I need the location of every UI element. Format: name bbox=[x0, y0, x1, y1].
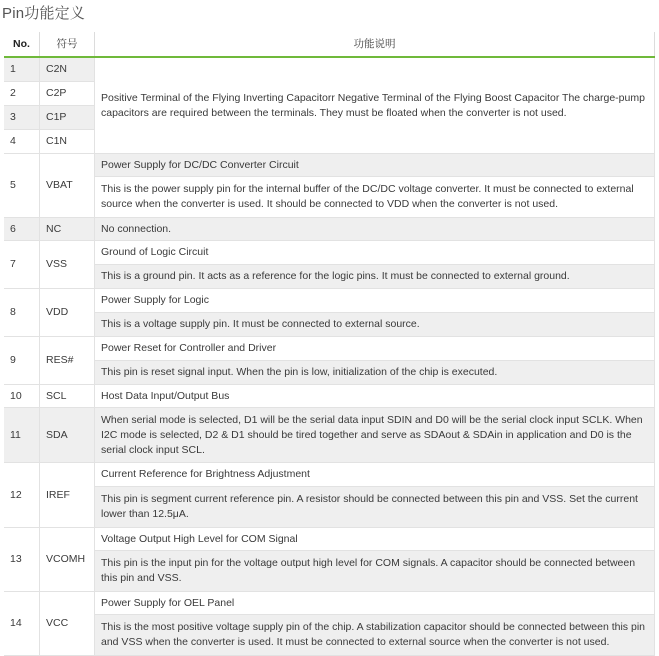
pin-symbol: C2N bbox=[40, 57, 95, 82]
pin-number: 10 bbox=[4, 385, 40, 408]
pin-symbol: C1P bbox=[40, 106, 95, 130]
pin-function-body: This pin is reset signal input. When the pin is low, initialization of the chip is executed. bbox=[95, 361, 655, 385]
pin-definition-table bbox=[4, 32, 655, 656]
table-row bbox=[4, 592, 655, 615]
table-row bbox=[4, 615, 655, 656]
pin-function-body: This pin is segment current reference pin. A resistor should be connected between this pin and VSS. Set the current lower than 12.5μA. bbox=[95, 487, 655, 528]
pin-number: 6 bbox=[4, 218, 40, 241]
table-row bbox=[4, 361, 655, 385]
pin-function-title: Power Supply for OEL Panel bbox=[95, 592, 655, 615]
pin-description: No connection. bbox=[95, 218, 655, 241]
pin-symbol: VBAT bbox=[40, 154, 95, 218]
table-row bbox=[4, 487, 655, 528]
pin-number: 1 bbox=[4, 57, 40, 82]
table-row bbox=[4, 528, 655, 551]
header-symbol: 符号 bbox=[40, 32, 95, 57]
pin-function-body: This is the most positive voltage supply pin of the chip. A stabilization capacitor should be connected between this pin and VSS when the converter is used. It must be connected to external source when the converter is not used. bbox=[95, 615, 655, 656]
pin-symbol: C1N bbox=[40, 130, 95, 154]
pin-function-title: Power Supply for Logic bbox=[95, 289, 655, 313]
pin-symbol: RES# bbox=[40, 337, 95, 385]
pin-description: Positive Terminal of the Flying Inverting Capacitorr Negative Terminal of the Flying Boost Capacitor The charge-pump capacitors are required between the terminals. They must be floated when the converter is not used. bbox=[95, 57, 655, 154]
pin-number: 7 bbox=[4, 241, 40, 289]
pin-function-body: This is a voltage supply pin. It must be connected to external source. bbox=[95, 313, 655, 337]
pin-number: 3 bbox=[4, 106, 40, 130]
pin-symbol: C2P bbox=[40, 82, 95, 106]
pin-symbol: IREF bbox=[40, 463, 95, 528]
pin-number: 11 bbox=[4, 408, 40, 463]
pin-number: 8 bbox=[4, 289, 40, 337]
pin-symbol: VCOMH bbox=[40, 528, 95, 592]
table-row bbox=[4, 218, 655, 241]
pin-symbol: SDA bbox=[40, 408, 95, 463]
pin-number: 9 bbox=[4, 337, 40, 385]
pin-number: 2 bbox=[4, 82, 40, 106]
pin-function-title: Power Supply for DC/DC Converter Circuit bbox=[95, 154, 655, 177]
pin-symbol: VSS bbox=[40, 241, 95, 289]
pin-description: When serial mode is selected, D1 will be the serial data input SDIN and D0 will be the serial clock input SCLK. When I2C mode is selected, D2 & D1 should be tired together and serve as SDAout & SDAin in application and D0 is the serial clock input SCL. bbox=[95, 408, 655, 463]
pin-function-title: Power Reset for Controller and Driver bbox=[95, 337, 655, 361]
pin-description: Host Data Input/Output Bus bbox=[95, 385, 655, 408]
pin-number: 12 bbox=[4, 463, 40, 528]
table-row bbox=[4, 241, 655, 265]
table-row bbox=[4, 463, 655, 487]
table-row bbox=[4, 154, 655, 177]
pin-symbol: VCC bbox=[40, 592, 95, 656]
table-row bbox=[4, 57, 655, 82]
pin-function-body: This is the power supply pin for the internal buffer of the DC/DC voltage converter. It must be connected to external source when the converter is used. It should be connected to VDD when the converter is not used. bbox=[95, 177, 655, 218]
table-row bbox=[4, 177, 655, 218]
header-no: No. bbox=[4, 32, 40, 57]
pin-function-title: Voltage Output High Level for COM Signal bbox=[95, 528, 655, 551]
pin-symbol: VDD bbox=[40, 289, 95, 337]
table-header-row bbox=[4, 32, 655, 57]
pin-number: 14 bbox=[4, 592, 40, 656]
table-row bbox=[4, 385, 655, 408]
pin-number: 5 bbox=[4, 154, 40, 218]
pin-function-title: Ground of Logic Circuit bbox=[95, 241, 655, 265]
table-row bbox=[4, 289, 655, 313]
table-row bbox=[4, 265, 655, 289]
pin-number: 13 bbox=[4, 528, 40, 592]
pin-function-body: This pin is the input pin for the voltage output high level for COM signals. A capacitor should be connected between this pin and VSS. bbox=[95, 551, 655, 592]
page-title: Pin功能定义 bbox=[2, 5, 86, 22]
table-row bbox=[4, 408, 655, 463]
pin-number: 4 bbox=[4, 130, 40, 154]
table-row bbox=[4, 551, 655, 592]
pin-function-body: This is a ground pin. It acts as a reference for the logic pins. It must be connected to external ground. bbox=[95, 265, 655, 289]
pin-function-title: Current Reference for Brightness Adjustment bbox=[95, 463, 655, 487]
pin-symbol: SCL bbox=[40, 385, 95, 408]
pin-symbol: NC bbox=[40, 218, 95, 241]
header-function: 功能说明 bbox=[95, 32, 655, 57]
table-row bbox=[4, 337, 655, 361]
table-row bbox=[4, 313, 655, 337]
